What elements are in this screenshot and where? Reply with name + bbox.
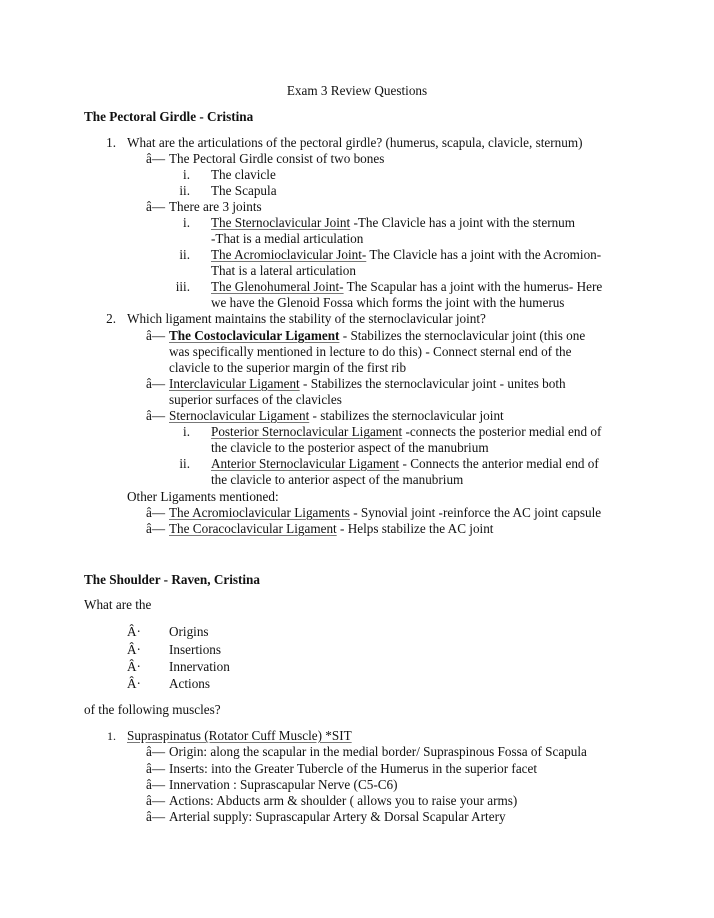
ligament-description: - Stabilizes the sternoclavicular joint (this one <box>339 328 586 343</box>
continuation-text: -That is a medial articulation <box>211 231 364 246</box>
bullet-text <box>169 376 566 392</box>
joint-link[interactable]: The Glenohumeral Joint- <box>211 279 344 294</box>
roman-numeral: i. <box>183 424 190 439</box>
list-item: Origins <box>169 624 209 639</box>
question-1-text: What are the articulations of the pectoral girdle? (humerus, scapula, clavicle, sternum) <box>127 135 583 150</box>
ligament-description: - Helps stabilize the AC joint <box>336 521 494 536</box>
list-item: Insertions <box>169 642 222 657</box>
ligament-description: - stabilizes the sternoclavicular joint <box>309 408 504 423</box>
intro-text: What are the <box>84 597 152 612</box>
list-item: Actions <box>169 676 211 691</box>
list-item <box>211 279 602 295</box>
list-item <box>211 215 575 231</box>
roman-numeral: i. <box>183 215 190 230</box>
muscle-detail: Arterial supply: Suprascapular Artery & Dorsal Scapular Artery <box>169 809 506 824</box>
muscle-detail: Origin: along the scapular in the medial border/ Supraspinous Fossa of Scapula <box>169 744 587 759</box>
continuation-text: the clavicle to anterior aspect of the manubrium <box>211 472 464 487</box>
ligament-description: - Connects the anterior medial end of <box>399 456 599 471</box>
continuation-text: the clavicle to the posterior aspect of the manubrium <box>211 440 489 455</box>
continuation-text: superior surfaces of the clavicles <box>169 392 342 407</box>
bullet-marker: â— <box>146 328 166 343</box>
continuation-text: That is a lateral articulation <box>211 263 356 278</box>
roman-numeral: ii. <box>179 456 190 471</box>
muscle-title-link[interactable]: Supraspinatus (Rotator Cuff Muscle) *SIT <box>127 728 352 743</box>
question-2-text: Which ligament maintains the stability of the sternoclavicular joint? <box>127 311 486 326</box>
question-number: 2. <box>106 311 116 326</box>
ligament-description: -connects the posterior medial end of <box>402 424 602 439</box>
roman-numeral: iii. <box>175 279 190 294</box>
bullet-text <box>169 328 585 344</box>
bullet-text <box>169 505 601 521</box>
joint-link[interactable]: The Sternoclavicular Joint <box>211 215 351 230</box>
bullet-marker: â— <box>146 376 166 391</box>
question-number: 1. <box>106 135 116 150</box>
roman-numeral: ii. <box>179 247 190 262</box>
bullet-text <box>169 408 504 424</box>
ligament-link[interactable]: The Coracoclavicular Ligament <box>169 521 337 536</box>
bullet-marker: â— <box>146 199 166 214</box>
list-item: The Scapula <box>211 183 277 198</box>
bullet-marker: â— <box>146 521 166 536</box>
joint-description: The Clavicle has a joint with the Acromion- <box>366 247 602 262</box>
bullet-marker: â— <box>146 777 166 792</box>
muscle-number: 1. <box>107 729 116 743</box>
bullet-marker: â— <box>146 809 166 824</box>
bullet-marker: â— <box>146 761 166 776</box>
bullet-marker: Â· <box>127 642 141 657</box>
list-item <box>211 247 601 263</box>
bullet-marker: Â· <box>127 624 141 639</box>
bullet-text: There are 3 joints <box>169 199 262 214</box>
joint-description: -The Clavicle has a joint with the sternum <box>350 215 576 230</box>
ligament-link[interactable]: The Costoclavicular Ligament <box>169 328 340 343</box>
muscle-detail: Inserts: into the Greater Tubercle of the Humerus in the superior facet <box>169 761 538 776</box>
bullet-marker: Â· <box>127 676 141 691</box>
ligament-link[interactable]: Anterior Sternoclavicular Ligament <box>211 456 400 471</box>
bullet-text <box>169 521 493 537</box>
list-item: Innervation <box>169 659 230 674</box>
list-item: The clavicle <box>211 167 276 182</box>
bullet-marker: Â· <box>127 659 141 674</box>
joint-link[interactable]: The Acromioclavicular Joint- <box>211 247 367 262</box>
bullet-marker: â— <box>146 408 166 423</box>
continuation-text: we have the Glenoid Fossa which forms the joint with the humerus <box>211 295 565 310</box>
section-heading-pectoral-girdle: The Pectoral Girdle - Cristina <box>84 109 254 124</box>
ligament-link[interactable]: Sternoclavicular Ligament <box>169 408 310 423</box>
muscle-detail: Innervation : Suprascapular Nerve (C5-C6) <box>169 777 398 792</box>
bullet-marker: â— <box>146 505 166 520</box>
bullet-marker: â— <box>146 793 166 808</box>
ligament-link[interactable]: Posterior Sternoclavicular Ligament <box>211 424 403 439</box>
continuation-text: was specifically mentioned in lecture to do this) - Connect sternal end of the <box>169 344 572 359</box>
roman-numeral: i. <box>183 167 190 182</box>
outro-text: of the following muscles? <box>84 702 221 717</box>
ligament-description: - Stabilizes the sternoclavicular joint - unites both <box>299 376 566 391</box>
bullet-marker: â— <box>146 151 166 166</box>
joint-description: The Scapular has a joint with the humerus- Here <box>343 279 603 294</box>
section-heading-shoulder: The Shoulder - Raven, Cristina <box>84 572 260 587</box>
other-ligaments-label: Other Ligaments mentioned: <box>127 489 279 504</box>
document-title: Exam 3 Review Questions <box>286 83 428 98</box>
list-item <box>211 424 601 440</box>
continuation-text: clavicle to the superior margin of the first rib <box>169 360 407 375</box>
bullet-text: The Pectoral Girdle consist of two bones <box>169 151 385 166</box>
bullet-marker: â— <box>146 744 166 759</box>
ligament-link[interactable]: The Acromioclavicular Ligaments <box>169 505 350 520</box>
list-item <box>211 456 599 472</box>
muscle-detail: Actions: Abducts arm & shoulder ( allows you to raise your arms) <box>169 793 518 808</box>
ligament-link[interactable]: Interclavicular Ligament <box>169 376 300 391</box>
roman-numeral: ii. <box>179 183 190 198</box>
ligament-description: - Synovial joint -reinforce the AC joint capsule <box>349 505 602 520</box>
